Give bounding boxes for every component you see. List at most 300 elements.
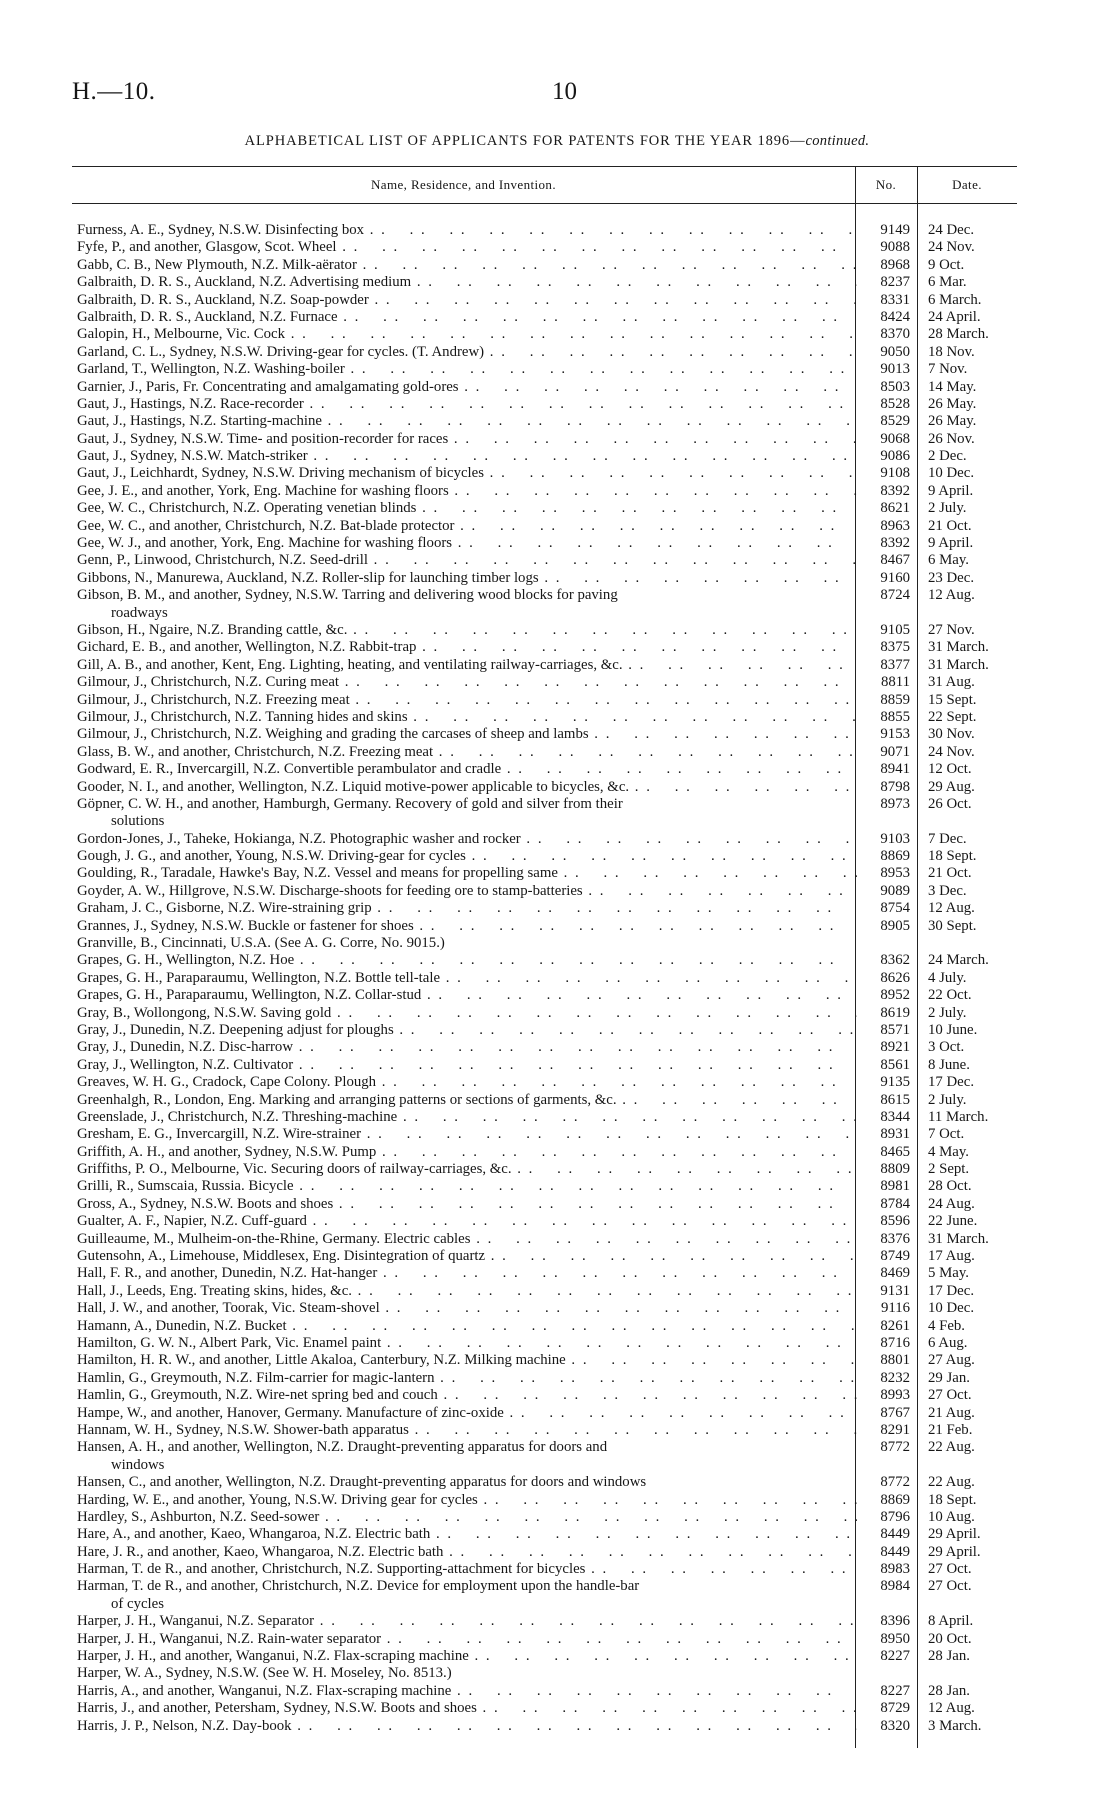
entry-number: 8952 [880, 987, 910, 1004]
entry-row [0, 1439, 1114, 1456]
entry-date: 27 Oct. [928, 1387, 972, 1404]
entry-name: Harding, W. E., and another, Young, N.S.W. Driving gear for cycles . . [77, 1492, 857, 1509]
entry-number: 8772 [880, 1474, 910, 1491]
entry-number: 9131 [880, 1282, 910, 1299]
entry-date: 23 Dec. [928, 569, 975, 586]
entry-date: 17 Aug. [928, 1248, 975, 1265]
header-no: No. [875, 177, 897, 192]
entry-name: Hall, J., Leeds, Eng. Treating skins, hides, &c. . . [77, 1283, 857, 1300]
entry-number: 8767 [880, 1404, 910, 1421]
entry-number: 8232 [880, 1369, 910, 1386]
entry-row [0, 1196, 1114, 1213]
entry-number: 8392 [880, 482, 910, 499]
entry-row [0, 674, 1114, 691]
entry-row [0, 970, 1114, 987]
entry-name: Harper, J. H., Wanganui, N.Z. Separator . . [77, 1613, 857, 1630]
entry-name: Harris, J., and another, Petersham, Sydney, N.S.W. Boots and shoes . . [77, 1700, 857, 1717]
entry-number: 8931 [880, 1126, 910, 1143]
entry-date: 28 Oct. [928, 1178, 972, 1195]
entry-number: 8362 [880, 952, 910, 969]
entry-name: Gough, J. G., and another, Young, N.S.W. Driving-gear for cycles . . [77, 848, 857, 865]
entry-number: 8801 [880, 1352, 910, 1369]
entry-number: 8963 [880, 517, 910, 534]
entry-number: 9089 [880, 882, 910, 899]
entry-name: Galbraith, D. R. S., Auckland, N.Z. Furnace . . [77, 309, 857, 326]
entry-name: Garnier, J., Paris, Fr. Concentrating and amalgamating gold-ores . . [77, 379, 857, 396]
entry-number: 8950 [880, 1630, 910, 1647]
entry-name: Goulding, R., Taradale, Hawke's Bay, N.Z. Vessel and means for propelling same . . [77, 865, 857, 882]
entry-date: 9 April. [928, 482, 974, 499]
entry-date: 30 Nov. [928, 726, 975, 743]
entry-row [0, 292, 1114, 309]
entry-name: Galopin, H., Melbourne, Vic. Cock . . [77, 326, 857, 343]
entry-row [0, 518, 1114, 535]
entry-continuation [0, 813, 1114, 830]
entry-number: 8291 [880, 1421, 910, 1438]
entry-number: 8392 [880, 535, 910, 552]
entry-name: Hall, F. R., and another, Dunedin, N.Z. Hat-hanger . . [77, 1265, 857, 1282]
entry-row [0, 918, 1114, 935]
entry-number: 8320 [880, 1717, 910, 1734]
entry-name: Grapes, G. H., Paraparaumu, Wellington, N.Z. Bottle tell-tale . . [77, 970, 857, 987]
entry-date: 4 May. [928, 1143, 969, 1160]
entry-row [0, 1526, 1114, 1543]
entry-number: 8811 [880, 674, 910, 691]
entry-name: Harper, J. H., Wanganui, N.Z. Rain-water separator . . [77, 1631, 857, 1648]
entry-row [0, 587, 1114, 604]
entry-name: Hare, J. R., and another, Kaeo, Whangaroa, N.Z. Electric bath . . [77, 1544, 857, 1561]
entry-row [0, 1300, 1114, 1317]
entry-date: 12 Oct. [928, 761, 972, 778]
entry-name: of cycles [111, 1595, 164, 1612]
entry-row [0, 1422, 1114, 1439]
entry-number: 8798 [880, 778, 910, 795]
entry-number: 9160 [880, 569, 910, 586]
entry-date: 17 Dec. [928, 1282, 975, 1299]
entry-row [0, 1665, 1114, 1682]
entry-row [0, 1144, 1114, 1161]
entry-date: 4 July. [928, 969, 967, 986]
paper-reference: H.—10. [72, 78, 156, 105]
entry-name: Gaut, J., Hastings, N.Z. Starting-machine . . [77, 413, 857, 430]
entry-name: Griffith, A. H., and another, Sydney, N.S.W. Pump . . [77, 1144, 857, 1161]
entry-date: 27 Nov. [928, 621, 975, 638]
entry-number: 8729 [880, 1700, 910, 1717]
entry-date: 26 Oct. [928, 795, 972, 812]
entry-number: 8905 [880, 917, 910, 934]
entry-name: Gilmour, J., Christchurch, N.Z. Freezing meat . . [77, 692, 857, 709]
entry-row [0, 1544, 1114, 1561]
entry-row [0, 1178, 1114, 1195]
entry-name: windows [111, 1456, 165, 1473]
entry-number: 8796 [880, 1508, 910, 1525]
entry-date: 27 Aug. [928, 1352, 975, 1369]
header-top-rule [72, 166, 1017, 167]
entry-number: 8396 [880, 1613, 910, 1630]
entry-row [0, 865, 1114, 882]
entry-number: 8941 [880, 761, 910, 778]
entry-number: 8469 [880, 1265, 910, 1282]
entry-name: Gibbons, N., Manurewa, Auckland, N.Z. Roller-slip for launching timber logs . . [77, 570, 857, 587]
entry-date: 22 Aug. [928, 1474, 975, 1491]
entry-name: Grapes, G. H., Wellington, N.Z. Hoe . . [77, 952, 857, 969]
entry-date: 28 March. [928, 326, 989, 343]
entry-number: 9050 [880, 343, 910, 360]
title-text: ALPHABETICAL LIST OF APPLICANTS FOR PATENTS FOR THE YEAR 1896— [244, 133, 806, 149]
entry-continuation [0, 1596, 1114, 1613]
entry-number: 8784 [880, 1195, 910, 1212]
entry-number: 8869 [880, 848, 910, 865]
entry-date: 18 Sept. [928, 848, 977, 865]
entry-row [0, 309, 1114, 326]
entry-name: Galbraith, D. R. S., Auckland, N.Z. Soap-powder . . [77, 292, 857, 309]
entry-row [0, 1039, 1114, 1056]
entry-number: 8227 [880, 1648, 910, 1665]
entry-number: 9013 [880, 361, 910, 378]
entry-number: 9105 [880, 621, 910, 638]
entry-number: 8621 [880, 500, 910, 517]
entry-number: 8344 [880, 1108, 910, 1125]
entry-number: 9088 [880, 239, 910, 256]
header-name: Name, Residence, and Invention. [371, 177, 556, 192]
entry-name: Gutensohn, A., Limehouse, Middlesex, Eng. Disintegration of quartz . . [77, 1248, 857, 1265]
entry-date: 7 Nov. [928, 361, 968, 378]
entry-row [0, 1283, 1114, 1300]
entry-date: 10 Aug. [928, 1508, 975, 1525]
entry-row [0, 448, 1114, 465]
entry-name: Gooder, N. I., and another, Wellington, N.Z. Liquid motive-power applicable to bicycles, &c. . . [77, 779, 857, 796]
entry-row [0, 744, 1114, 761]
entry-name: Garland, T., Wellington, N.Z. Washing-boiler . . [77, 361, 857, 378]
entry-date: 26 May. [928, 395, 977, 412]
entry-number: 9103 [880, 830, 910, 847]
entry-date: 30 Sept. [928, 917, 977, 934]
entry-name: Gray, J., Dunedin, N.Z. Disc-harrow . . [77, 1039, 857, 1056]
entry-name: Gibson, H., Ngaire, N.Z. Branding cattle, &c. . . [77, 622, 857, 639]
entry-row [0, 831, 1114, 848]
entry-name: Harris, A., and another, Wanganui, N.Z. Flax-scraping machine . . [77, 1683, 857, 1700]
entry-date: 6 Mar. [928, 274, 967, 291]
entry-row [0, 935, 1114, 952]
entry-row [0, 1613, 1114, 1630]
entry-row [0, 361, 1114, 378]
entry-row [0, 344, 1114, 361]
entry-number: 8375 [880, 639, 910, 656]
entry-row [0, 1265, 1114, 1282]
entry-number: 8237 [880, 274, 910, 291]
entry-number: 8984 [880, 1578, 910, 1595]
entry-name: Gilmour, J., Christchurch, N.Z. Curing meat . . [77, 674, 857, 691]
entry-date: 24 April. [928, 308, 981, 325]
entry-name: Hardley, S., Ashburton, N.Z. Seed-sower . . [77, 1509, 857, 1526]
entry-number: 8749 [880, 1248, 910, 1265]
page-title [0, 133, 1114, 150]
entry-name: Graham, J. C., Gisborne, N.Z. Wire-straining grip . . [77, 900, 857, 917]
entry-name: Gross, A., Sydney, N.S.W. Boots and shoes . . [77, 1196, 857, 1213]
entry-row [0, 1005, 1114, 1022]
entry-date: 2 Dec. [928, 448, 967, 465]
entry-name: Hamlin, G., Greymouth, N.Z. Wire-net spring bed and couch . . [77, 1387, 857, 1404]
entry-name: Hamilton, H. R. W., and another, Little Akaloa, Canterbury, N.Z. Milking machine . . [77, 1352, 857, 1369]
entry-date: 21 Feb. [928, 1421, 973, 1438]
entry-date: 12 Aug. [928, 1700, 975, 1717]
entry-row [0, 779, 1114, 796]
entry-row [0, 465, 1114, 482]
entry-row [0, 274, 1114, 291]
entry-date: 24 March. [928, 952, 989, 969]
entry-number: 9071 [880, 743, 910, 760]
entry-name: Gabb, C. B., New Plymouth, N.Z. Milk-aërator . . [77, 257, 857, 274]
entry-number: 8973 [880, 795, 910, 812]
entry-date: 14 May. [928, 378, 977, 395]
entry-name: Glass, B. W., and another, Christchurch, N.Z. Freezing meat . . [77, 744, 857, 761]
entry-date: 7 Oct. [928, 1126, 965, 1143]
header-date: Date. [952, 177, 982, 192]
entry-name: Godward, E. R., Invercargill, N.Z. Convertible perambulator and cradle . . [77, 761, 857, 778]
entry-number: 9116 [880, 1300, 910, 1317]
entry-date: 31 March. [928, 656, 989, 673]
entry-name: Gee, W. C., and another, Christchurch, N.Z. Bat-blade protector . . [77, 518, 857, 535]
entry-row [0, 900, 1114, 917]
page-number: 10 [552, 78, 577, 105]
entry-row [0, 639, 1114, 656]
entry-name: Gresham, E. G., Invercargill, N.Z. Wire-strainer . . [77, 1126, 857, 1143]
entry-number: 8716 [880, 1335, 910, 1351]
entry-date: 8 April. [928, 1613, 974, 1630]
entry-date: 8 June. [928, 1056, 970, 1073]
entry-date: 12 Aug. [928, 900, 975, 917]
entry-number: 8424 [880, 308, 910, 325]
entry-date: 15 Sept. [928, 691, 977, 708]
entry-number: 8859 [880, 691, 910, 708]
entry-name: Genn, P., Linwood, Christchurch, N.Z. Seed-drill . . [77, 552, 857, 569]
entry-name: Goyder, A. W., Hillgrove, N.S.W. Discharge-shoots for feeding ore to stamp-batteries . . [77, 883, 857, 900]
entry-date: 2 July. [928, 1091, 967, 1108]
entry-row [0, 570, 1114, 587]
entry-row [0, 709, 1114, 726]
entry-date: 29 April. [928, 1526, 981, 1543]
entry-row [0, 1231, 1114, 1248]
entry-name: Fyfe, P., and another, Glasgow, Scot. Wheel . . [77, 239, 857, 256]
entry-date: 10 Dec. [928, 1300, 975, 1317]
entry-row [0, 222, 1114, 239]
entry-name: Harper, W. A., Sydney, N.S.W. (See W. H. Moseley, No. 8513.) [77, 1665, 452, 1682]
entry-number: 8626 [880, 969, 910, 986]
entry-number: 8809 [880, 1161, 910, 1178]
entry-number: 8529 [880, 413, 910, 430]
entry-date: 21 Oct. [928, 517, 972, 534]
entry-number: 8261 [880, 1317, 910, 1334]
entry-name: Hare, A., and another, Kaeo, Whangaroa, N.Z. Electric bath . . [77, 1526, 857, 1543]
entry-name: Greenslade, J., Christchurch, N.Z. Threshing-machine . . [77, 1109, 857, 1126]
entry-name: Gibson, B. M., and another, Sydney, N.S.W. Tarring and delivering wood blocks for paving [77, 587, 618, 604]
entry-number: 9135 [880, 1074, 910, 1091]
entry-row [0, 761, 1114, 778]
entry-name: Gaut, J., Hastings, N.Z. Race-recorder . . [77, 396, 857, 413]
entry-number: 8921 [880, 1039, 910, 1056]
entry-row [0, 431, 1114, 448]
entry-name: Hamilton, G. W. N., Albert Park, Vic. Enamel paint . . [77, 1335, 857, 1352]
entry-number: 8981 [880, 1178, 910, 1195]
entry-number: 8724 [880, 587, 910, 604]
entry-row [0, 796, 1114, 813]
entry-date: 28 Jan. [928, 1682, 970, 1699]
entry-name: Hall, J. W., and another, Toorak, Vic. Steam-shovel . . [77, 1300, 857, 1317]
entry-date: 2 July. [928, 500, 967, 517]
entry-date: 3 March. [928, 1717, 982, 1734]
entry-row [0, 1648, 1114, 1665]
entry-row [0, 657, 1114, 674]
entry-date: 29 April. [928, 1543, 981, 1560]
entry-name: Gill, A. B., and another, Kent, Eng. Lighting, heating, and ventilating railway-carriages, &c. . . [77, 657, 857, 674]
entry-number: 8596 [880, 1213, 910, 1230]
entry-number: 8503 [880, 378, 910, 395]
entry-row [0, 413, 1114, 430]
entry-date: 28 Jan. [928, 1648, 970, 1665]
entry-row [0, 726, 1114, 743]
entry-row [0, 1109, 1114, 1126]
entry-number: 8561 [880, 1056, 910, 1073]
entry-name: Grilli, R., Sumscaia, Russia. Bicycle . . [77, 1178, 857, 1195]
entry-row [0, 1092, 1114, 1109]
entry-date: 26 Nov. [928, 430, 975, 447]
entry-row [0, 1161, 1114, 1178]
entry-name: Furness, A. E., Sydney, N.S.W. Disinfecting box . . [77, 222, 857, 239]
entry-name: Gualter, A. F., Napier, N.Z. Cuff-guard . . [77, 1213, 857, 1230]
entry-name: Gaut, J., Leichhardt, Sydney, N.S.W. Driving mechanism of bicycles . . [77, 465, 857, 482]
entry-date: 21 Oct. [928, 865, 972, 882]
entry-date: 29 Aug. [928, 778, 975, 795]
entry-date: 24 Nov. [928, 743, 975, 760]
entry-row [0, 257, 1114, 274]
applicant-list [0, 222, 1114, 1735]
entry-date: 2 Sept. [928, 1161, 970, 1178]
entry-date: 18 Sept. [928, 1491, 977, 1508]
entry-row [0, 1335, 1114, 1352]
entry-name: Griffiths, P. O., Melbourne, Vic. Securing doors of railway-carriages, &c. . . [77, 1161, 857, 1178]
entry-name: Gee, W. C., Christchurch, N.Z. Operating venetian blinds . . [77, 500, 857, 517]
entry-name: Guilleaume, M., Mulheim-on-the-Rhine, Germany. Electric cables . . [77, 1231, 857, 1248]
entry-name: Grapes, G. H., Paraparaumu, Wellington, N.Z. Collar-stud . . [77, 987, 857, 1004]
entry-name: Hannam, W. H., Sydney, N.S.W. Shower-bath apparatus . . [77, 1422, 857, 1439]
entry-name: Gilmour, J., Christchurch, N.Z. Tanning hides and skins . . [77, 709, 857, 726]
entry-date: 4 Feb. [928, 1317, 965, 1334]
entry-number: 8467 [880, 552, 910, 569]
entry-number: 9153 [880, 726, 910, 743]
entry-row [0, 1561, 1114, 1578]
entry-row [0, 1126, 1114, 1143]
entry-number: 8869 [880, 1491, 910, 1508]
entry-date: 2 July. [928, 1004, 967, 1021]
entry-continuation [0, 1457, 1114, 1474]
entry-date: 6 March. [928, 291, 982, 308]
entry-row [0, 1492, 1114, 1509]
entry-number: 8449 [880, 1543, 910, 1560]
entry-row [0, 1718, 1114, 1735]
entry-date: 31 Aug. [928, 674, 975, 691]
entry-date: 31 March. [928, 1230, 989, 1247]
entry-date: 22 Oct. [928, 987, 972, 1004]
entry-date: 3 Dec. [928, 882, 967, 899]
entry-number: 8772 [880, 1439, 910, 1456]
entry-date: 9 April. [928, 535, 974, 552]
entry-name: Hamlin, G., Greymouth, N.Z. Film-carrier for magic-lantern . . [77, 1370, 857, 1387]
entry-number: 9149 [880, 222, 910, 238]
entry-name: Harris, J. P., Nelson, N.Z. Day-book . . [77, 1718, 857, 1735]
title-continued: continued. [805, 133, 870, 149]
entry-row [0, 883, 1114, 900]
entry-name: roadways [111, 604, 168, 621]
entry-date: 22 June. [928, 1213, 978, 1230]
entry-name: Greaves, W. H. G., Cradock, Cape Colony. Plough . . [77, 1074, 857, 1091]
entry-name: Granville, B., Cincinnati, U.S.A. (See A. G. Corre, No. 9015.) [77, 935, 445, 952]
entry-date: 20 Oct. [928, 1630, 972, 1647]
entry-number: 8370 [880, 326, 910, 343]
entry-name: Gichard, E. B., and another, Wellington, N.Z. Rabbit-trap . . [77, 639, 857, 656]
entry-number: 8227 [880, 1682, 910, 1699]
entry-number: 8993 [880, 1387, 910, 1404]
entry-row [0, 500, 1114, 517]
entry-row [0, 535, 1114, 552]
entry-number: 9086 [880, 448, 910, 465]
entry-row [0, 326, 1114, 343]
entry-row [0, 1213, 1114, 1230]
entry-row [0, 1318, 1114, 1335]
entry-number: 8571 [880, 1021, 910, 1038]
entry-name: Gray, J., Wellington, N.Z. Cultivator . . [77, 1057, 857, 1074]
entry-row [0, 1352, 1114, 1369]
entry-name: Gaut, J., Sydney, N.S.W. Time- and position-recorder for races . . [77, 431, 857, 448]
entry-number: 8376 [880, 1230, 910, 1247]
entry-date: 22 Aug. [928, 1439, 975, 1456]
entry-row [0, 1022, 1114, 1039]
entry-row [0, 1248, 1114, 1265]
entry-number: 8615 [880, 1091, 910, 1108]
entry-date: 3 Oct. [928, 1039, 965, 1056]
entry-row [0, 987, 1114, 1004]
entry-date: 7 Dec. [928, 830, 967, 847]
entry-row [0, 239, 1114, 256]
entry-number: 8953 [880, 865, 910, 882]
entry-row [0, 483, 1114, 500]
entry-row [0, 1057, 1114, 1074]
entry-name: Grannes, J., Sydney, N.S.W. Buckle or fastener for shoes . . [77, 918, 857, 935]
entry-continuation [0, 605, 1114, 622]
entry-date: 21 Aug. [928, 1404, 975, 1421]
entry-row [0, 1683, 1114, 1700]
entry-row [0, 379, 1114, 396]
entry-number: 9108 [880, 465, 910, 482]
entry-date: 24 Dec. [928, 222, 975, 238]
entry-name: Gordon-Jones, J., Taheke, Hokianga, N.Z. Photographic washer and rocker . . [77, 831, 857, 848]
entry-name: Galbraith, D. R. S., Auckland, N.Z. Advertising medium . . [77, 274, 857, 291]
entry-date: 26 May. [928, 413, 977, 430]
entry-date: 5 May. [928, 1265, 969, 1282]
entry-date: 9 Oct. [928, 256, 965, 273]
entry-name: Gray, J., Dunedin, N.Z. Deepening adjust for ploughs . . [77, 1022, 857, 1039]
entry-row [0, 1074, 1114, 1091]
entry-date: 10 Dec. [928, 465, 975, 482]
entry-date: 27 Oct. [928, 1561, 972, 1578]
entry-date: 11 March. [928, 1108, 989, 1125]
entry-row [0, 622, 1114, 639]
entry-row [0, 396, 1114, 413]
entry-date: 31 March. [928, 639, 989, 656]
entry-row [0, 952, 1114, 969]
entry-row [0, 1405, 1114, 1422]
entry-row [0, 552, 1114, 569]
entry-number: 8377 [880, 656, 910, 673]
